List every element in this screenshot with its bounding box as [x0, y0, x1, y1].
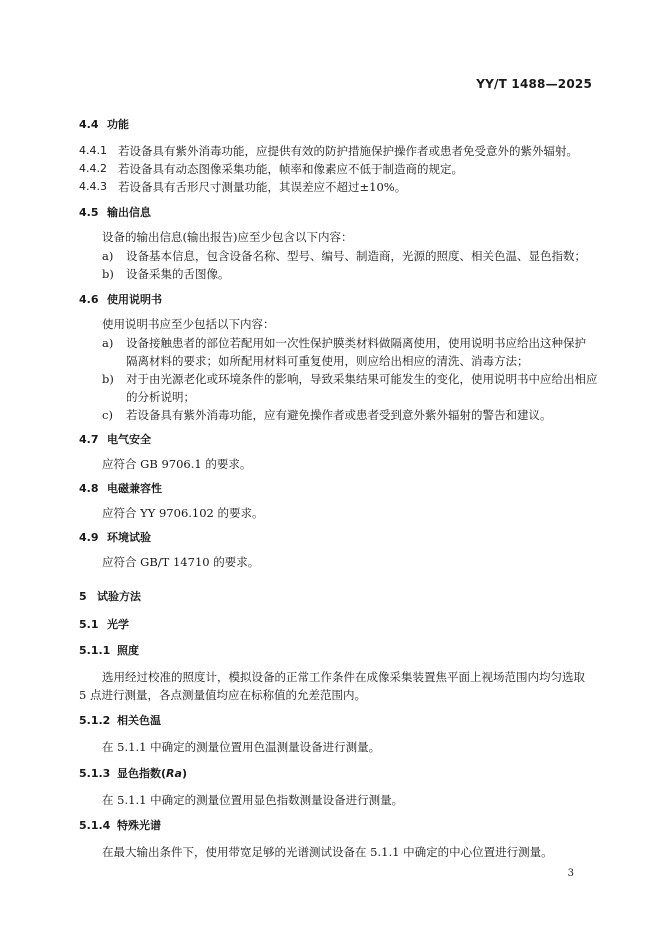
list-item-text: 设备采集的舌图像。: [126, 267, 230, 281]
section-4-8-number: 4.8: [79, 482, 99, 495]
clause-4-4-3-text: 若设备具有舌形尺寸测量功能，其误差应不超过±10%。: [118, 180, 407, 194]
list-label-a: a): [102, 249, 114, 263]
standard-code: YY/T 1488—2025: [476, 77, 592, 91]
section-4-5-title: 输出信息: [107, 206, 151, 219]
clause-4-4-1-text: 若设备具有紫外消毒功能，应提供有效的防护措施保护操作者或患者免受意外的紫外辐射。: [118, 144, 578, 158]
clause-5-1-2-number: 5.1.2: [79, 714, 111, 727]
clause-5-1-2-text: 在 5.1.1 中确定的测量位置用色温测量设备进行测量。: [102, 740, 381, 754]
section-4-9-text: 应符合 GB/T 14710 的要求。: [102, 555, 260, 569]
clause-5-1-4-number: 5.1.4: [79, 819, 111, 832]
section-4-5-number: 4.5: [79, 206, 99, 219]
clause-5-1-3-title-text: 显色指数(: [117, 767, 167, 780]
section-4-8-title: 电磁兼容性: [107, 482, 162, 495]
clause-5-1-1-number: 5.1.1: [79, 644, 111, 657]
list-label-b: b): [102, 372, 114, 386]
clause-4-4-1-number: 4.4.1: [79, 144, 107, 157]
clause-4-4-2-number: 4.4.2: [79, 162, 107, 175]
clause-5-1-3-text: 在 5.1.1 中确定的测量位置用显色指数测量设备进行测量。: [102, 793, 404, 807]
clause-5-1-1-text: 选用经过校准的照度计，模拟设备的正常工作条件在成像采集装置焦平面上视场范围内均匀选取: [102, 670, 585, 684]
clause-5-1-4-text: 在最大输出条件下，使用带宽足够的光谱测试设备在 5.1.1 中确定的中心位置进行测量。: [102, 845, 553, 859]
clause-4-4-3-number: 4.4.3: [79, 180, 107, 193]
clause-5-1-2-title: 相关色温: [117, 714, 161, 727]
list-item-text: 若设备具有紫外消毒功能，应有避免操作者或患者受到意外紫外辐射的警告和建议。: [126, 408, 552, 422]
list-item-text: 设备基本信息，包含设备名称、型号、编号、制造商，光源的照度、相关色温、显色指数；: [126, 249, 586, 263]
chapter-5-number: 5: [79, 590, 87, 603]
section-4-4-title: 功能: [107, 118, 129, 131]
section-4-5-intro: 设备的输出信息(输出报告)应至少包含以下内容：: [102, 230, 353, 244]
list-item-text-continued: 隔离材料的要求；如所配用材料可重复使用，则应给出相应的清洗、消毒方法；: [126, 354, 529, 368]
section-4-8-text: 应符合 YY 9706.102 的要求。: [102, 506, 264, 520]
list-label-b: b): [102, 267, 114, 281]
section-4-6-number: 4.6: [79, 293, 99, 306]
clause-4-4-2-text: 若设备具有动态图像采集功能，帧率和像素应不低于制造商的规定。: [118, 162, 463, 176]
section-4-9-title: 环境试验: [107, 531, 151, 544]
section-4-9-number: 4.9: [79, 531, 99, 544]
section-4-6-title: 使用说明书: [107, 293, 162, 306]
list-label-a: a): [102, 336, 114, 350]
section-4-7-title: 电气安全: [107, 433, 151, 446]
clause-5-1-3-title-end: ): [181, 767, 187, 780]
list-item-text: 对于由光源老化或环境条件的影响，导致采集结果可能发生的变化，使用说明书中应给出相应: [126, 372, 598, 386]
clause-5-1-3-title: [117, 766, 187, 782]
list-item-text: 设备接触患者的部位若配用如一次性保护膜类材料做隔离使用，使用说明书应给出这种保护: [126, 336, 586, 350]
list-item-text-continued: 的分析说明；: [126, 390, 195, 404]
clause-5-1-4-title: 特殊光谱: [117, 819, 161, 832]
clause-5-1-1-title: 照度: [117, 644, 139, 657]
list-label-c: c): [102, 408, 113, 422]
section-5-1-title: 光学: [107, 618, 129, 631]
page-number: 3: [567, 868, 574, 879]
ra-symbol: Ra: [166, 767, 182, 780]
section-4-7-number: 4.7: [79, 433, 99, 446]
chapter-5-title: 试验方法: [97, 590, 141, 603]
section-4-6-intro: 使用说明书应至少包括以下内容：: [102, 317, 275, 331]
section-4-7-text: 应符合 GB 9706.1 的要求。: [102, 457, 252, 471]
clause-5-1-1-text-continued: 5 点进行测量，各点测量值均应在标称值的允差范围内。: [79, 688, 366, 702]
section-5-1-number: 5.1: [79, 618, 99, 631]
section-4-4-number: 4.4: [79, 118, 99, 131]
clause-5-1-3-number: 5.1.3: [79, 767, 111, 780]
